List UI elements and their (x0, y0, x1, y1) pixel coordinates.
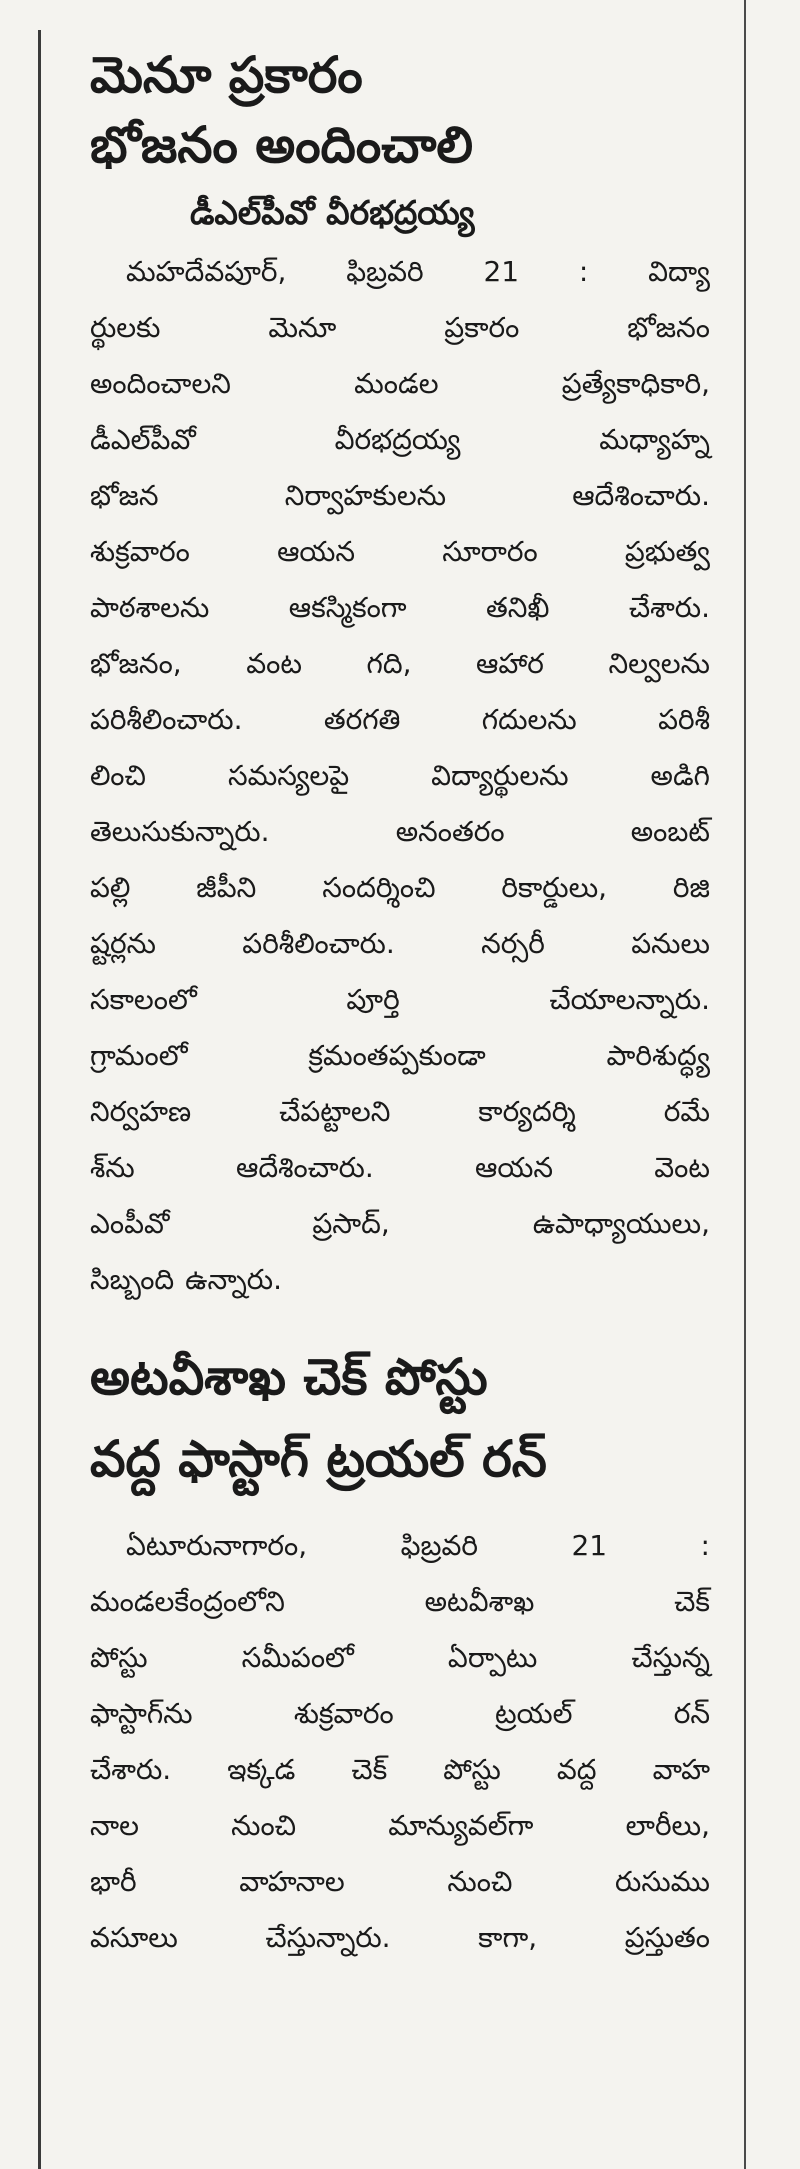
body-line: అందించాలని మండల ప్రత్యేకాధికారి, (90, 367, 710, 400)
article1-byline: డీఎల్‌పీవో వీరభద్రయ్య (190, 193, 475, 232)
body-line: ఎంపీవో ప్రసాద్, ఉపాధ్యాయులు, (90, 1207, 710, 1240)
article2-headline-line2: వద్ద ఫాస్టాగ్ ట్రయల్ రన్ (90, 1430, 547, 1488)
body-line: ష్టర్లను పరిశీలించారు. నర్సరీ పనులు (90, 927, 710, 960)
body-line: మహదేవపూర్, ఫిబ్రవరి 21 : విద్యా (126, 255, 710, 288)
body-line: చేశారు. ఇక్కడ చెక్ పోస్టు వద్ద వాహ (90, 1753, 710, 1786)
body-line: మండలకేంద్రంలోని అటవీశాఖ చెక్ (90, 1585, 710, 1618)
body-line: భోజనం, వంట గది, ఆహార నిల్వలను (90, 647, 710, 680)
body-line: ర్థులకు మెనూ ప్రకారం భోజనం (90, 311, 710, 344)
body-line: సకాలంలో పూర్తి చేయాలన్నారు. (90, 983, 710, 1016)
left-column-rule (38, 30, 41, 2169)
body-line: నాల నుంచి మాన్యువల్‌గా లారీలు, (90, 1809, 710, 1842)
article-column (90, 0, 710, 1966)
body-line: గ్రామంలో క్రమంతప్పకుండా పారిశుద్ధ్య (90, 1039, 710, 1072)
body-line: శ్‌ను ఆదేశించారు. ఆయన వెంట (90, 1151, 710, 1184)
body-line: సిబ్బంది ఉన్నారు. (90, 1263, 282, 1296)
article-fastag-trial (90, 1336, 710, 1966)
body-line: పల్లి జీపీని సందర్శించి రికార్డులు, రిజి (90, 871, 710, 904)
body-line: డీఎల్‌పీవో వీరభద్రయ్య మధ్యాహ్న (90, 423, 710, 456)
body-line: పోస్టు సమీపంలో ఏర్పాటు చేస్తున్న (90, 1641, 710, 1674)
body-line: పరిశీలించారు. తరగతి గదులను పరిశీ (90, 703, 710, 736)
body-line: లించి సమస్యలపై విద్యార్థులను అడిగి (90, 759, 710, 792)
right-column-rule (744, 0, 746, 2169)
article-menu-meals (90, 0, 710, 1308)
spacer (90, 1500, 710, 1518)
article1-headline-line2: భోజనం అందించాలి (90, 116, 474, 174)
body-line: ఏటూరునాగారం, ఫిబ్రవరి 21 : (126, 1529, 710, 1562)
body-line: శుక్రవారం ఆయన సూరారం ప్రభుత్వ (90, 535, 710, 568)
article1-headline-line1: మెనూ ప్రకారం (90, 46, 363, 104)
article2-headline-line1: అటవీశాఖ చెక్ పోస్టు (90, 1348, 488, 1406)
body-line: నిర్వహణ చేపట్టాలని కార్యదర్శి రమే (90, 1095, 710, 1128)
body-line: వసూలు చేస్తున్నారు. కాగా, ప్రస్తుతం (90, 1921, 710, 1954)
body-line: భారీ వాహనాల నుంచి రుసుము (90, 1865, 710, 1898)
body-line: పాఠశాలను ఆకస్మికంగా తనిఖీ చేశారు. (90, 591, 710, 624)
body-line: ఫాస్టాగ్‌ను శుక్రవారం ట్రయల్ రన్ (90, 1697, 710, 1730)
body-line: తెలుసుకున్నారు. అనంతరం అంబట్ (90, 815, 710, 848)
body-line: భోజన నిర్వాహకులను ఆదేశించారు. (90, 479, 710, 512)
